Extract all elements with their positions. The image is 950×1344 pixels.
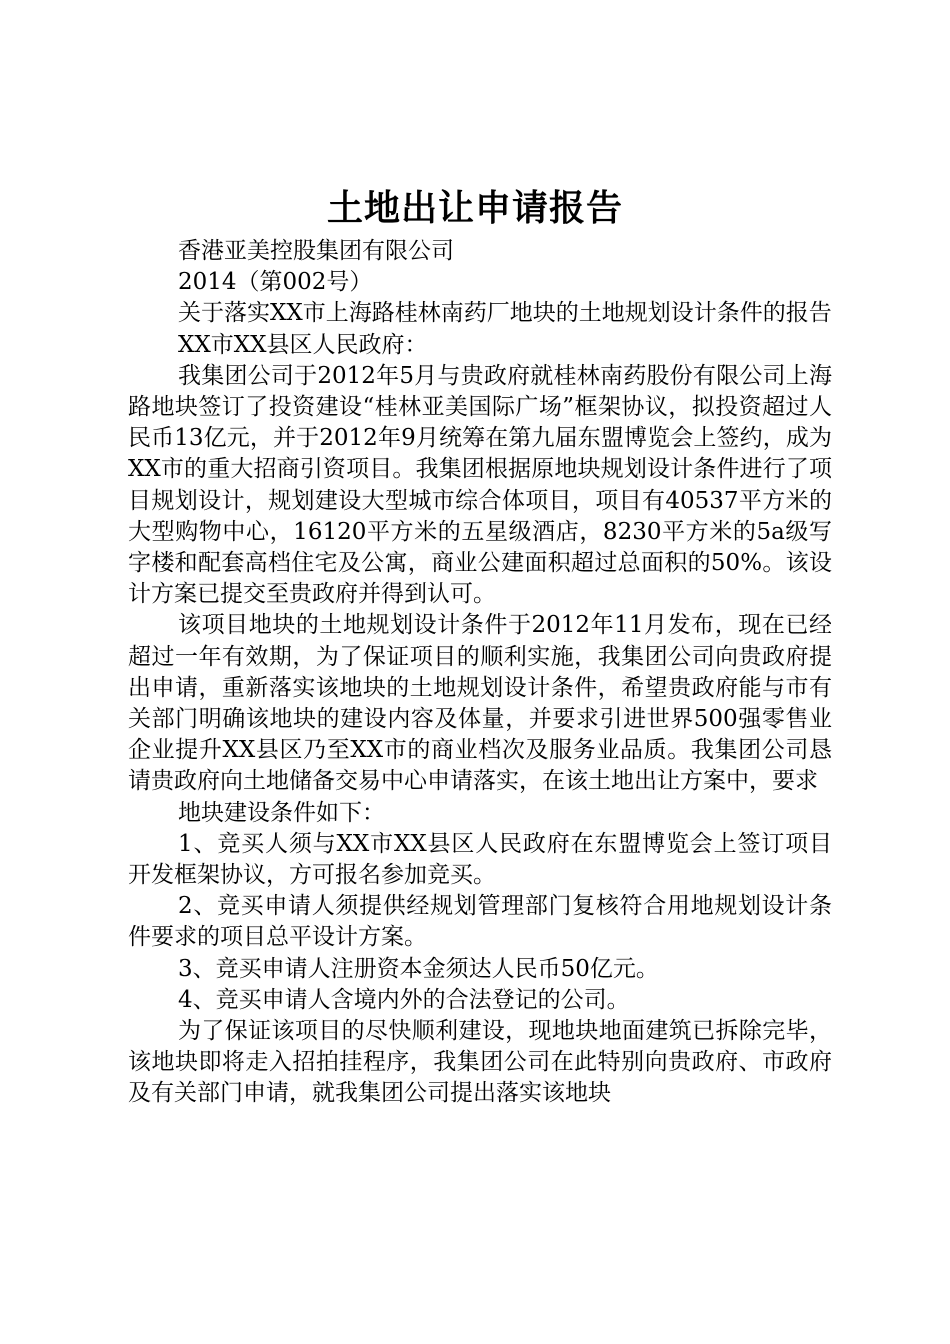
paragraph: 地块建设条件如下： <box>178 799 385 826</box>
document-body <box>128 236 832 1110</box>
condition-item: 3、竞买申请人注册资本金须达人民币50亿元。 <box>178 955 659 982</box>
condition-item: 4、竞买申请人含境内外的合法登记的公司。 <box>178 986 630 1013</box>
report-subject: 关于落实XX市上海路桂林南药厂地块的土地规划设计条件的报告 <box>178 300 832 327</box>
document-title: 土地出让申请报告 <box>326 187 623 229</box>
paragraph: 我集团公司于2012年5月与贵政府就桂林南药股份有限公司上海路地块签订了投资建设“桂林亚美国际广场”框架协议，拟投资超过人民币13亿元，并于2012年9月统筹在第九届东盟博览会上签约，成为XX市的重大招商引资项目。我集团根据原地块规划设计条件进行了项目规划设计，规划建设大型城市综合体项目，项目有40537平方米的大型购物中心，16120平方米的五星级酒店，8230平方米的5a级写字楼和配套高档住宅及公寓，商业公建面积超过总面积的50%。该设计方案已提交至贵政府并得到认可。 <box>128 362 832 608</box>
paragraph: 该项目地块的土地规划设计条件于2012年11月发布，现在已经超过一年有效期，为了保证项目的顺利实施，我集团公司向贵政府提出申请，重新落实该地块的土地规划设计条件，希望贵政府能与市有关部门明确该地块的建设内容及体量，并要求引进世界500强零售业企业提升XX县区乃至XX市的商业档次及服务业品质。我集团公司恳请贵政府向土地储备交易中心申请落实，在该土地出让方案中，要求 <box>128 612 832 795</box>
paragraph: 为了保证该项目的尽快顺利建设，现地块地面建筑已拆除完毕，该地块即将走入招拍挂程序，我集团公司在此特别向贵政府、市政府及有关部门申请，就我集团公司提出落实该地块 <box>128 1018 832 1107</box>
condition-item: 2、竞买申请人须提供经规划管理部门复核符合用地规划设计条件要求的项目总平设计方案。 <box>128 893 832 951</box>
condition-item: 1、竞买人须与XX市XX县区人民政府在东盟博览会上签订项目开发框架协议，方可报名参加竞买。 <box>128 830 832 889</box>
document-number: 2014（第002号） <box>178 269 373 296</box>
company-name: 香港亚美控股集团有限公司 <box>178 238 454 264</box>
recipient-line: XX市XX县区人民政府： <box>178 331 428 358</box>
